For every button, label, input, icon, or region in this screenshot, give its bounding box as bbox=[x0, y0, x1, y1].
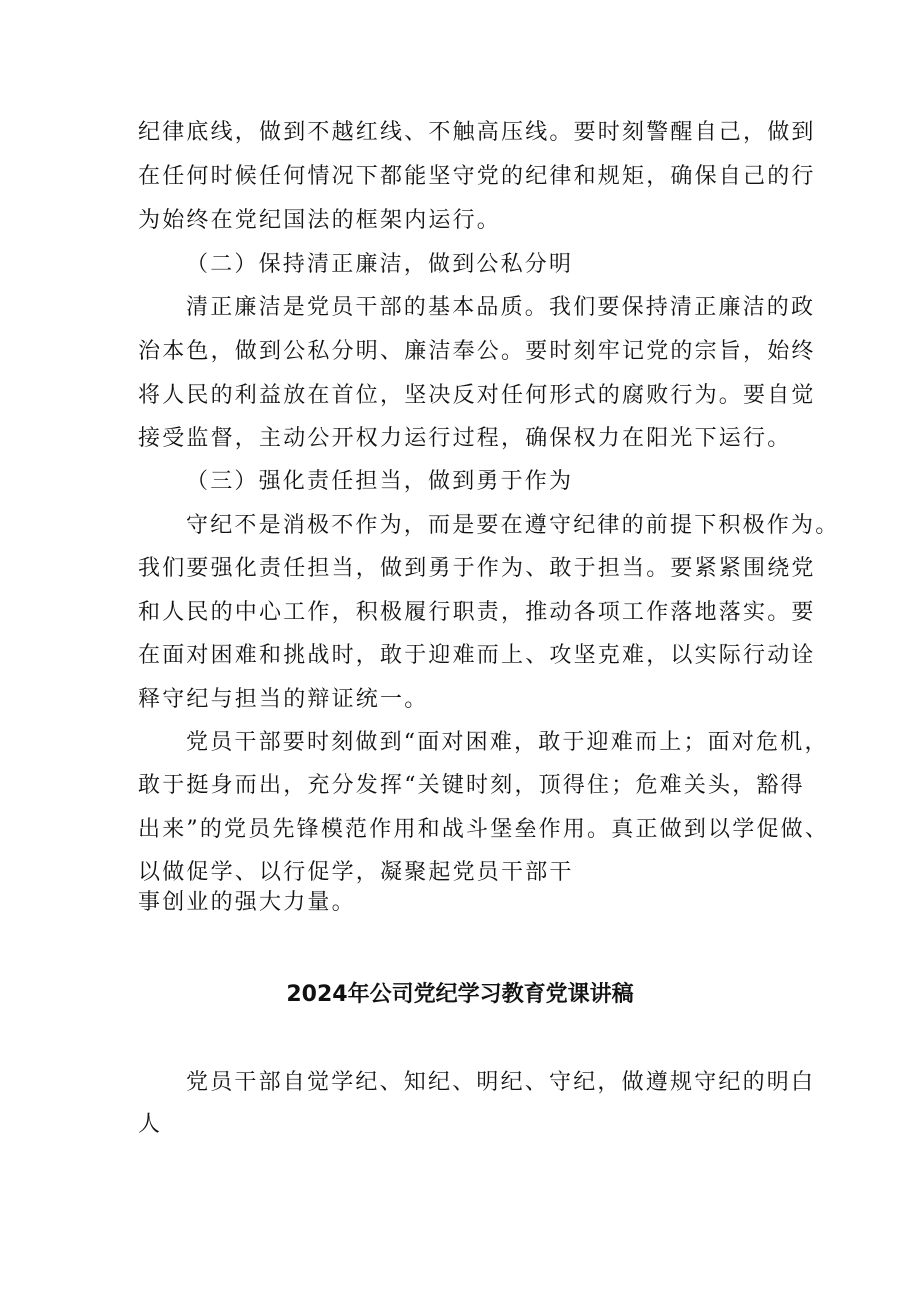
paragraph-line: 和人民的中心工作，积极履行职责，推动各项工作落地落实。要 bbox=[138, 600, 816, 625]
intro-line: 人 bbox=[138, 1112, 163, 1137]
paragraph-line: 释守纪与担当的辩证统一。 bbox=[138, 687, 429, 712]
paragraph-line: 出来”的党员先锋模范作用和战斗堡垒作用。真正做到以学促做、 bbox=[138, 817, 830, 842]
section-heading-2: （二）保持清正廉洁，做到公私分明 bbox=[186, 252, 574, 277]
paragraph-line: 在任何时候任何情况下都能坚守党的纪律和规矩，确保自己的行 bbox=[138, 164, 816, 189]
paragraph-line: 接受监督，主动公开权力运行过程，确保权力在阳光下运行。 bbox=[138, 426, 792, 451]
paragraph-line: 党员干部要时刻做到“面对困难，敢于迎难而上；面对危机， bbox=[186, 730, 829, 755]
paragraph-line: 在面对困难和挑战时，敢于迎难而上、攻坚克难，以实际行动诠 bbox=[138, 643, 816, 668]
paragraph-line: 将人民的利益放在首位，坚决反对任何形式的腐败行为。要自觉 bbox=[138, 383, 816, 408]
paragraph-line: 事创业的强大力量。 bbox=[138, 890, 356, 915]
paragraph-line: 清正廉洁是党员干部的基本品质。我们要保持清正廉洁的政 bbox=[186, 295, 816, 320]
paragraph-line: 守纪不是消极不作为，而是要在遵守纪律的前提下积极作为。 bbox=[186, 513, 840, 538]
section-heading-3: （三）强化责任担当，做到勇于作为 bbox=[186, 469, 574, 494]
paragraph-line: 纪律底线，做到不越红线、不触高压线。要时刻警醒自己，做到 bbox=[138, 120, 816, 145]
document-title: 2024年公司党纪学习教育党课讲稿 bbox=[286, 982, 634, 1007]
paragraph-line: 敢于挺身而出，充分发挥“关键时刻，顶得住；危难关头，豁得 bbox=[138, 773, 805, 798]
paragraph-line: 为始终在党纪国法的框架内运行。 bbox=[138, 208, 502, 233]
paragraph-line: 以做促学、以行促学，凝聚起党员干部干 bbox=[138, 860, 574, 885]
paragraph-line: 我们要强化责任担当，做到勇于作为、敢于担当。要紧紧围绕党 bbox=[138, 556, 816, 581]
paragraph-line: 治本色，做到公私分明、廉洁奉公。要时刻牢记党的宗旨，始终 bbox=[138, 339, 816, 364]
intro-line: 党员干部自觉学纪、知纪、明纪、守纪，做遵规守纪的明白 bbox=[186, 1070, 816, 1095]
